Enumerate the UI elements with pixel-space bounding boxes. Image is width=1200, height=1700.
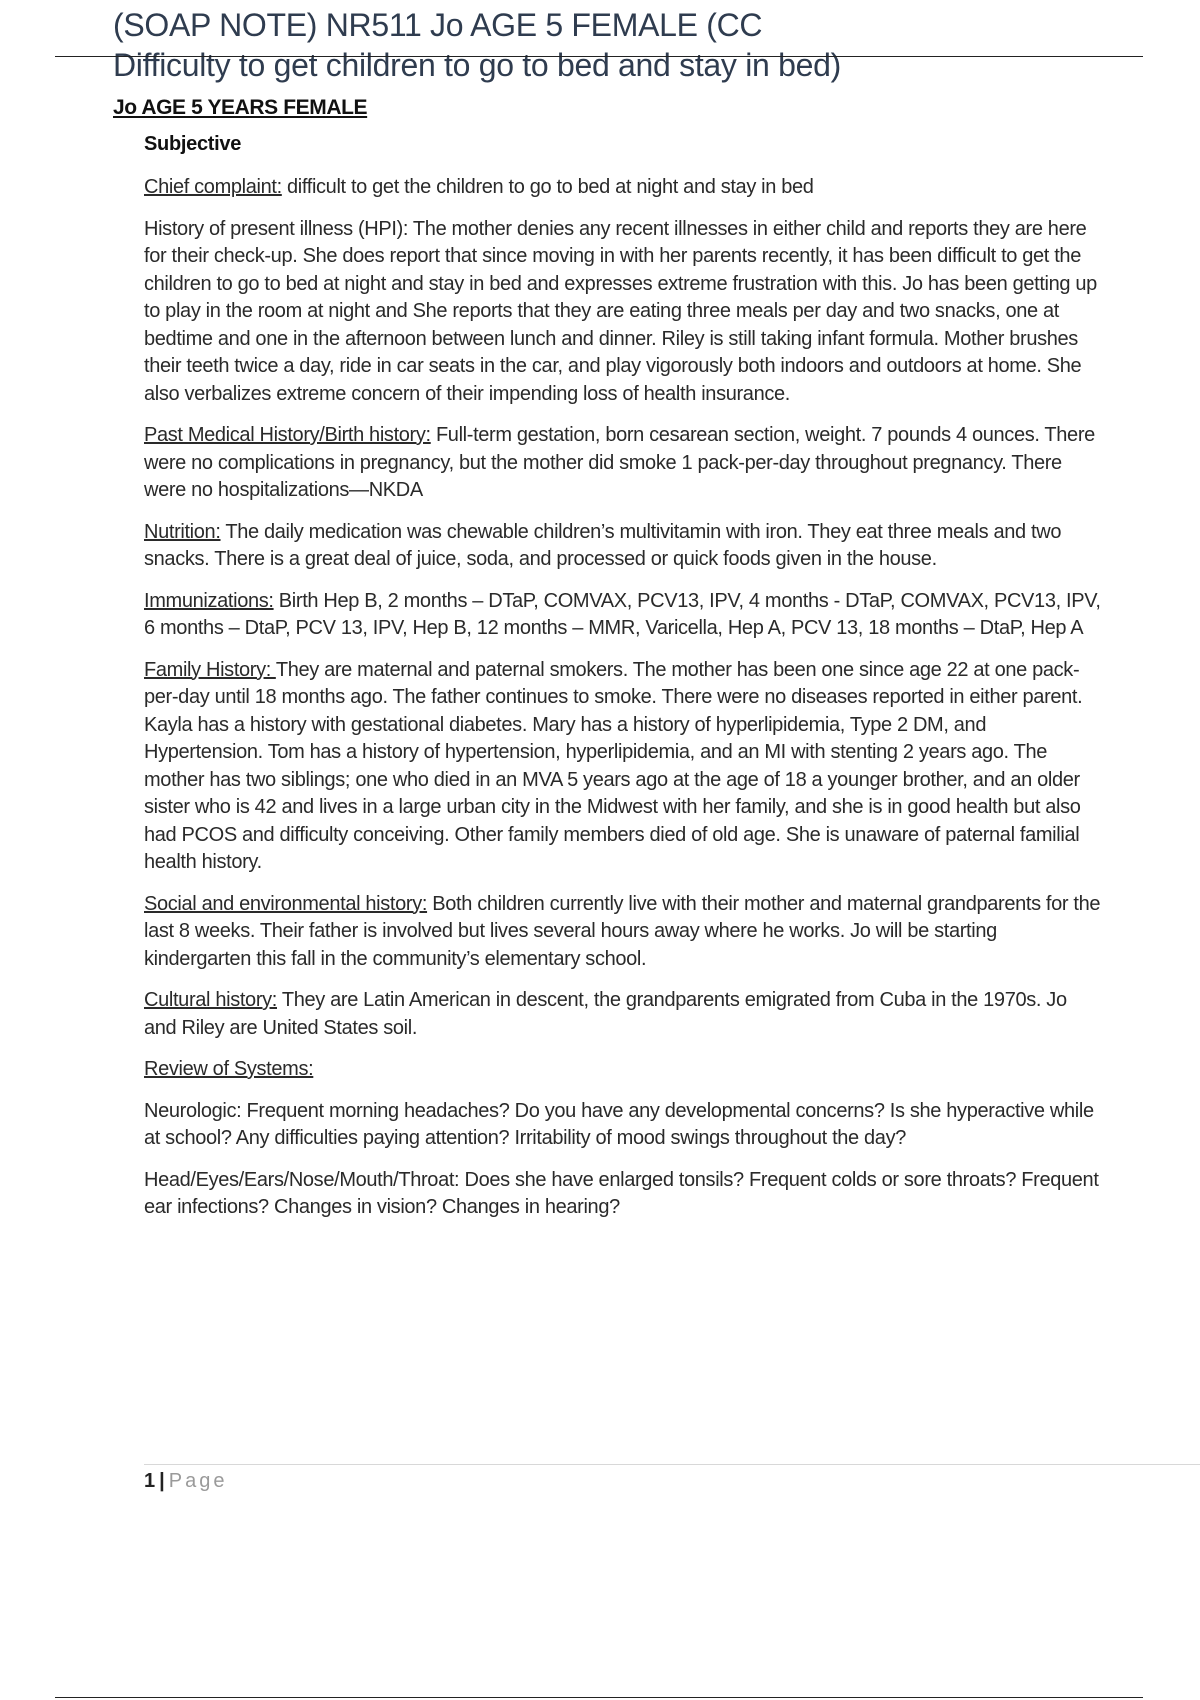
document-title — [113, 2, 1143, 88]
document-body — [144, 174, 1104, 1236]
past-medical-label: Past Medical History/Birth history: — [144, 424, 431, 446]
page-label: Page — [168, 1470, 228, 1492]
chief-complaint-paragraph — [144, 174, 1104, 202]
footer-separator: | — [159, 1470, 165, 1492]
footer-rule — [144, 1464, 1200, 1465]
family-history-paragraph — [144, 657, 1104, 877]
chief-complaint-label: Chief complaint: — [144, 176, 282, 198]
immunizations-text: Birth Hep B, 2 months – DTaP, COMVAX, PCV13, IPV, 4 months - DTaP, COMVAX, PCV13, IPV, 6 months – DtaP, PCV 13, IPV, Hep B, 12 months – MMR, Varicella, Hep A, PCV 13, 18 months – DtaP, Hep A — [144, 589, 1101, 639]
immunizations-paragraph — [144, 588, 1104, 643]
social-history-text: Both children currently live with their mother and maternal grandparents for the last 8 weeks. Their father is involved but lives several hours away where he works. Jo will be starting kindergarten this fall in the community’s elementary school. — [144, 892, 1101, 970]
social-history-label: Social and environmental history: — [144, 892, 428, 915]
review-of-systems-label: Review of Systems: — [144, 1058, 314, 1080]
review-of-systems-paragraph — [144, 1056, 1104, 1084]
title-rule — [55, 56, 1143, 57]
past-medical-text: Full-term gestation, born cesarean section, weight. 7 pounds 4 ounces. There were no complications in pregnancy, but the mother did smoke 1 pack-per-day throughout pregnancy. There were no hospitalizations—NKDA — [144, 424, 1095, 501]
title-line-1: (SOAP NOTE) NR511 Jo AGE 5 FEMALE (CC — [113, 7, 763, 43]
page-footer — [144, 1470, 227, 1493]
nutrition-paragraph — [144, 519, 1104, 574]
nutrition-text: The daily medication was chewable children’s multivitamin with iron. They eat three meals and two snacks. There is a great deal of juice, soda, and processed or quick foods given in the house. — [144, 520, 1062, 570]
patient-heading: Jo AGE 5 YEARS FEMALE — [113, 96, 368, 119]
family-history-label: Family History: — [144, 658, 276, 681]
cultural-history-paragraph — [144, 987, 1104, 1042]
cultural-history-text: They are Latin American in descent, the grandparents emigrated from Cuba in the 1970s. Jo and Riley are United States soil. — [144, 989, 1067, 1039]
bottom-rule — [55, 1697, 1143, 1698]
section-heading-subjective: Subjective — [144, 133, 242, 155]
title-line-2: Difficulty to get children to go to bed and stay in bed) — [113, 47, 841, 83]
neurologic-paragraph: Neurologic: Frequent morning headaches? Do you have any developmental concerns? Is she hyperactive while at school? Any difficulties paying attention? Irritability of mood swings throughout the day? — [144, 1099, 1094, 1149]
family-history-text: They are maternal and paternal smokers. The mother has been one since age 22 at one pack-per-day until 18 months ago. The father continues to smoke. There were no diseases reported in either parent. Kayla has a history with gestational diabetes. Mary has a history of hyperlipidemia, Type 2 DM, and Hypertension. Tom has a history of hypertension, hyperlipidemia, and an MI with stenting 2 years ago. The mother has two siblings; one who died in an MVA 5 years ago at the age of 18 a younger brother, and an older sister who is 42 and lives in a large urban city in the Midwest with her family, and she is in good health but also had PCOS and difficulty conceiving. Other family members died of old age. She is unaware of paternal familial health history. — [144, 658, 1083, 873]
chief-complaint-text: difficult to get the children to go to bed at night and stay in bed — [281, 176, 814, 198]
immunizations-label: Immunizations: — [144, 589, 274, 612]
cultural-history-label: Cultural history: — [144, 989, 277, 1011]
heent-paragraph: Head/Eyes/Ears/Nose/Mouth/Throat: Does she have enlarged tonsils? Frequent colds or sore throats? Frequent ear infections? Changes in vision? Changes in hearing? — [144, 1168, 1099, 1218]
page-number: 1 — [144, 1470, 156, 1492]
past-medical-paragraph — [144, 422, 1104, 505]
hpi-paragraph: History of present illness (HPI): The mother denies any recent illnesses in either child and reports they are here for their check-up. She does report that since moving in with her parents recently, it has been difficult to get the children to go to bed at night and stay in bed and expresses extreme frustration with this. Jo has been getting up to play in the room at night and She reports that they are eating three meals per day and two snacks, one at bedtime and one in the afternoon between lunch and dinner. Riley is still taking infant formula. Mother brushes their teeth twice a day, ride in car seats in the car, and play vigorously both indoors and outdoors at home. She also verbalizes extreme concern of their impending loss of health insurance. — [144, 217, 1097, 405]
social-history-paragraph — [144, 891, 1104, 974]
nutrition-label: Nutrition: — [144, 520, 221, 543]
